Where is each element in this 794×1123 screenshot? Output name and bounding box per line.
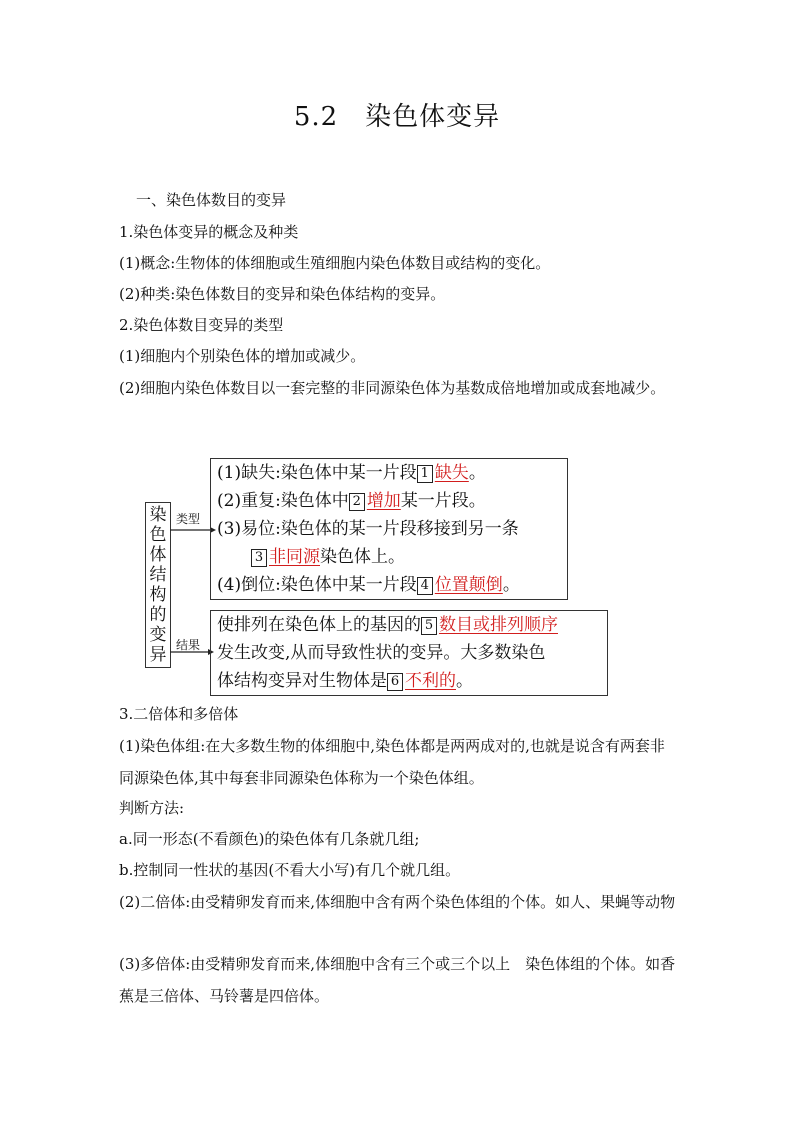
diagram-line — [217, 459, 561, 487]
blank-answer: 数目或排列顺序 — [439, 615, 558, 635]
result-box — [210, 610, 608, 696]
blank-number: 1 — [417, 465, 433, 483]
paragraph: (1)染色体组:在大多数生物的体细胞中,染色体都是两两成对的,也就是说含有两套非同源染色体,其中每套非同源染色体称为一个染色体组。 — [119, 737, 665, 787]
diagram-text: 。 — [456, 671, 473, 691]
paragraph: (1)细胞内个别染色体的增加或减少。 — [119, 347, 366, 365]
diagram-text: (1)缺失:染色体中某一片段 — [217, 463, 417, 483]
section-heading: 一、染色体数目的变异 — [136, 191, 287, 209]
list-item: a.同一形态(不看颜色)的染色体有几条就几组; — [119, 830, 420, 848]
vertical-label-char: 的 — [149, 605, 167, 625]
subsection-title: 1.染色体变异的概念及种类 — [119, 223, 299, 241]
blank-answer: 缺失 — [434, 463, 469, 483]
arrow-label-type: 类型 — [176, 512, 201, 526]
label-judge: 判断方法: — [119, 799, 185, 817]
vertical-label-char: 异 — [149, 645, 167, 665]
blank-number: 5 — [421, 617, 437, 635]
vertical-label-char: 色 — [149, 525, 167, 545]
paragraph: (3)多倍体:由受精卵发育而来,体细胞中含有三个或三个以上 染色体组的个体。如香蕉是三倍体、马铃薯是四倍体。 — [119, 955, 676, 1005]
diagram-line — [217, 639, 601, 667]
diagram-text: (4)倒位:染色体中某一片段 — [217, 575, 417, 595]
vertical-label-char: 构 — [149, 585, 167, 605]
diagram-line — [217, 571, 561, 599]
blank-answer: 位置颠倒 — [434, 575, 503, 595]
diagram-text: 某一片段。 — [400, 491, 486, 511]
diagram-text: 发生改变,从而导致性状的变异。大多数染色 — [217, 643, 546, 663]
types-box — [210, 458, 568, 600]
subsection-title: 3.二倍体和多倍体 — [119, 705, 239, 723]
paragraph: (2)二倍体:由受精卵发育而来,体细胞中含有两个染色体组的个体。如人、果蝇等动物 — [119, 893, 676, 911]
diagram-line — [217, 611, 601, 639]
diagram-text: (2)重复:染色体中 — [217, 491, 349, 511]
paragraph: (1)概念:生物体的体细胞或生殖细胞内染色体数目或结构的变化。 — [119, 254, 551, 272]
vertical-label-char: 结 — [149, 565, 167, 585]
blank-answer: 增加 — [366, 491, 401, 511]
blank-answer: 非同源 — [269, 547, 320, 567]
page-title: 5.2 染色体变异 — [293, 102, 501, 132]
vertical-label-char: 变 — [149, 625, 167, 645]
vertical-label-char: 体 — [149, 545, 167, 565]
arrow-label-result: 结果 — [176, 638, 201, 652]
blank-number: 3 — [251, 549, 267, 567]
diagram-line — [217, 543, 561, 571]
paragraph: (2)细胞内染色体数目以一套完整的非同源染色体为基数成倍地增加或成套地减少。 — [119, 379, 666, 397]
diagram-text: 。 — [502, 575, 520, 595]
blank-number: 4 — [417, 577, 433, 595]
blank-number: 6 — [387, 673, 403, 691]
blank-answer: 不利的 — [405, 671, 456, 691]
diagram-line — [217, 515, 561, 543]
list-item: b.控制同一性状的基因(不看大小写)有几个就几组。 — [119, 861, 461, 879]
subsection-title: 2.染色体数目变异的类型 — [119, 316, 284, 334]
diagram-text: 染色体上。 — [320, 547, 405, 567]
diagram-text: 。 — [468, 463, 486, 483]
diagram-text: 体结构变异对生物体是 — [217, 671, 387, 691]
diagram-line — [217, 667, 601, 695]
paragraph: (2)种类:染色体数目的变异和染色体结构的变异。 — [119, 285, 446, 303]
vertical-label-char: 染 — [149, 505, 167, 525]
diagram-line — [217, 487, 561, 515]
diagram-text: (3)易位:染色体的某一片段移接到另一条 — [217, 519, 519, 539]
blank-number: 2 — [349, 493, 365, 511]
diagram-text: 使排列在染色体上的基因的 — [217, 615, 421, 635]
